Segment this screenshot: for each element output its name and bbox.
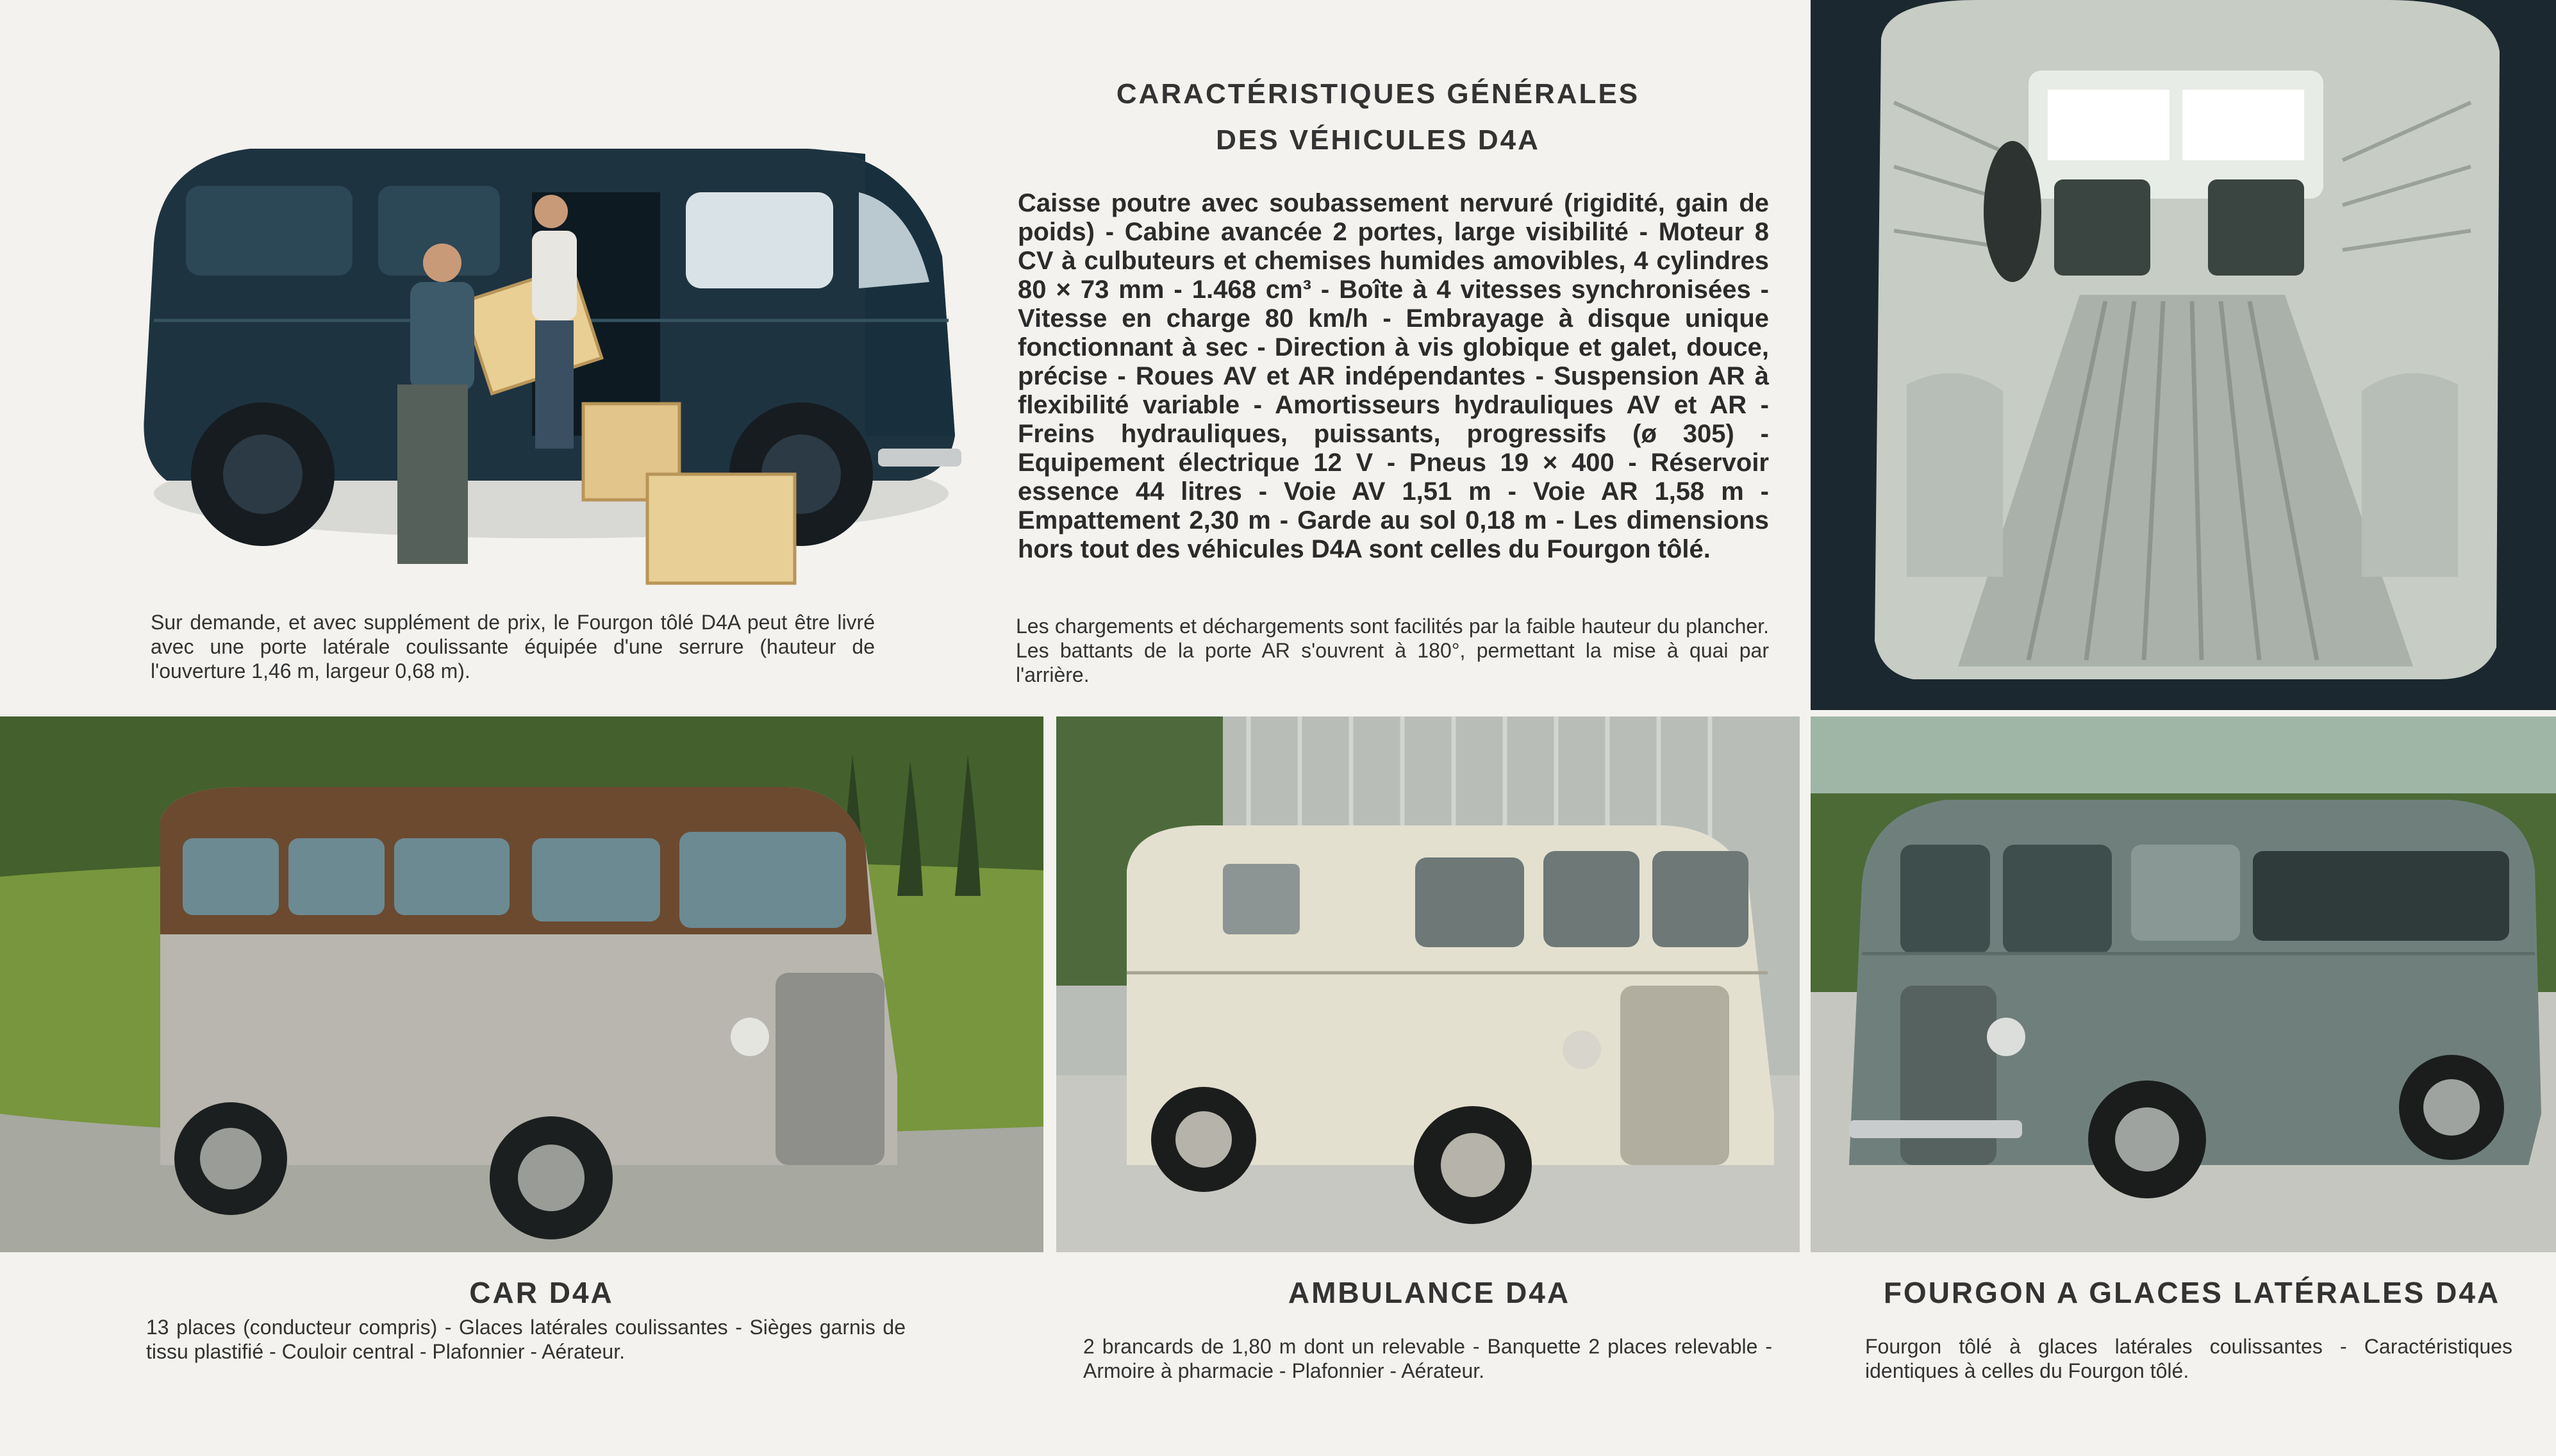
fourgon-caption: Sur demande, et avec supplément de prix, le Fourgon tôlé D4A peut être livré avec une porte latérale coulissante équipée d'une serrure (hauteur de l'ouverture 1,46 m, largeur 0,68 m).	[151, 611, 875, 682]
photo-cargo-interior	[1811, 0, 2556, 710]
ambulance-d4a-illustration	[1056, 716, 1800, 1252]
spec-heading-line1: CARACTÉRISTIQUES GÉNÉRALES	[1116, 78, 1640, 110]
specifications-text: Caisse poutre avec soubassement nervuré (rigidité, gain de poids) - Cabine avancée 2 portes, large visibilité - Moteur 8 CV à culbuteurs et chemises humides amovibles, 4 cylindres 80 × 73 mm - 1.468 cm³ - Boîte à 4 vitesses synchronisées - Vitesse en charge 80 km/h - Embrayage à disque unique fonctionnant à sec - Direction à vis globique et galet, douce, précise - Roues AV et AR indépendantes - Suspension AR à flexibilité variable - Amortisseurs hydrauliques AV et AR - Freins hydrauliques, puissants, progressifs (ø 305) - Equipement électrique 12 V - Pneus 19 × 400 - Réservoir essence 44 litres - Voie AV 1,51 m - Voie AR 1,58 m - Empattement 2,30 m - Garde au sol 0,18 m - Les dimensions hors tout des véhicules D4A sont celles du Fourgon tôlé.	[1018, 189, 1769, 563]
fourgon-glaces-illustration	[1811, 716, 2556, 1252]
photo-fourgon-glaces-d4a	[1811, 716, 2556, 1252]
vehicle-description-ambulance: 2 brancards de 1,80 m dont un relevable - Banquette 2 places relevable - Armoire à pharmacie - Plafonnier - Aérateur.	[1083, 1335, 1772, 1382]
photo-fourgon-tole-loading	[109, 128, 968, 602]
fourgon-tole-illustration	[109, 128, 968, 602]
photo-car-d4a	[0, 716, 1043, 1252]
photo-ambulance-d4a	[1056, 716, 1800, 1252]
vehicle-description-car: 13 places (conducteur compris) - Glaces latérales coulissantes - Sièges garnis de tissu plastifié - Couloir central - Plafonnier - Aérateur.	[146, 1316, 906, 1363]
loading-note: Les chargements et déchargements sont facilités par la faible hauteur du plancher. Les battants de la porte AR s'ouvrent à 180°, permettant la mise à quai par l'arrière.	[1016, 615, 1769, 686]
spec-heading-line2: DES VÉHICULES D4A	[1216, 124, 1540, 156]
vehicle-title-car: CAR D4A	[469, 1276, 614, 1309]
car-d4a-illustration	[0, 716, 1043, 1252]
vehicle-title-ambulance: AMBULANCE D4A	[1288, 1276, 1571, 1309]
vehicle-title-fourgon-glaces: FOURGON A GLACES LATÉRALES D4A	[1883, 1276, 2501, 1309]
cargo-interior-illustration	[1811, 0, 2556, 710]
vehicle-description-fourgon-glaces: Fourgon tôlé à glaces latérales coulissantes - Caractéristiques identiques à celles du Fourgon tôlé.	[1865, 1335, 2512, 1382]
